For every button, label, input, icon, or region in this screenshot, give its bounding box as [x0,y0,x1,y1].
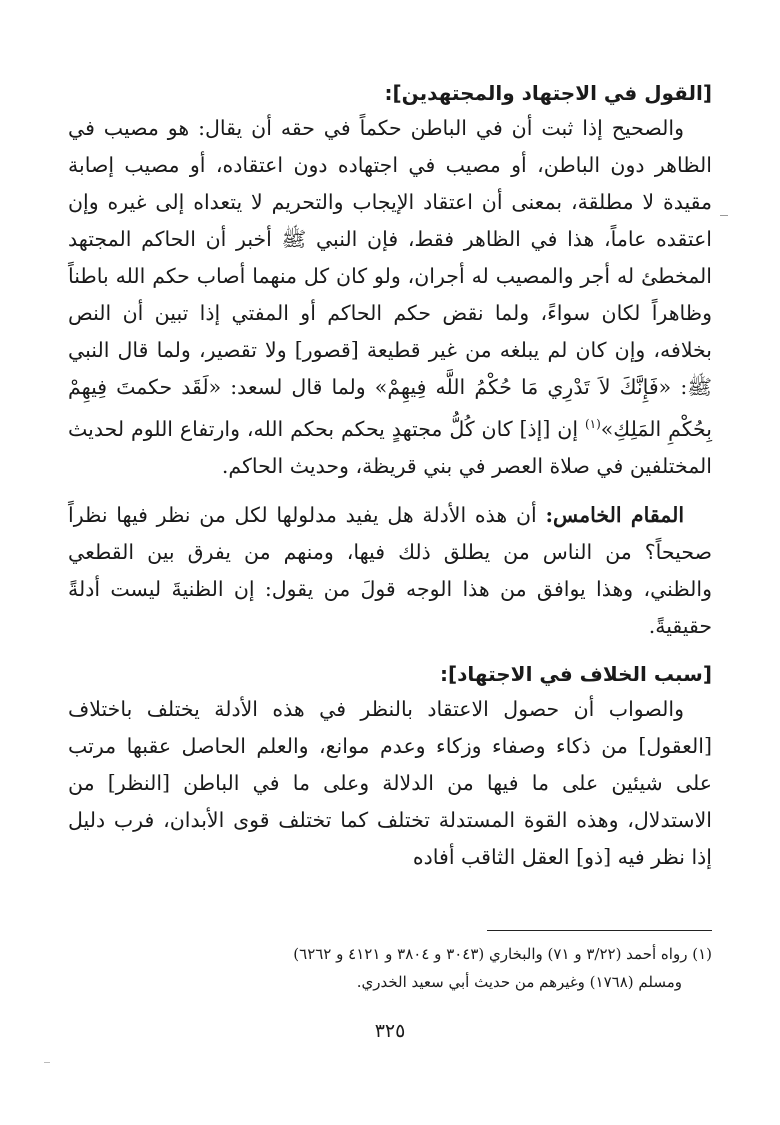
paragraph-1 [68,110,712,485]
paragraph-3: والصواب أن حصول الاعتقاد بالنظر في هذه الأدلة يختلف باختلاف [العقول] من ذكاء وصفاء وزكاء وعدم موانع، والعلم الحاصل عقبها مرتب على شيئين على ما فيها من الدلالة وعلى ما في الباطن [النظر] من الاستدلال، وهذه القوة المستدلة تختلف كما تختلف قوى الأبدان، فرب دليل إذا نظر فيه [ذو] العقل الثاقب أفاده [68,696,712,869]
footnote-1-line-1: (١) رواه أحمد (٣/٢٢ و ٧١) والبخاري (٣٠٤٣ و ٣٨٠٤ و ٤١٢١ و ٦٢٦٢) [293,945,712,963]
page-number: ٣٢٥ [374,1020,406,1042]
footnote-1-line-2: ومسلم (١٧٦٨) وغيرهم من حديث أبي سعيد الخدري. [356,973,682,991]
paragraph-2-lead: المقام الخامس: [545,502,685,527]
footnote-ref-1: (١) [584,417,601,431]
margin-mark [720,215,728,216]
margin-mark-bottom [44,1062,50,1063]
footnote-separator [487,930,712,931]
paragraph-2-body: أن هذه الأدلة هل يفيد مدلولها لكل من نظر فيها نظراً صحيحاً؟ من الناس من يطلق ذلك فيها، ومنهم من يفرق بين القطعي والظني، وهذا يوافق من هذا الوجه قولَ من يقول: إن الظنيةَ ليست أدلةً حقيقيةً. [68,502,712,638]
main-text [68,76,712,876]
section-heading-cause-of-disagreement: [سبب الخلاف في الاجتهاد]: [439,661,712,686]
paragraph-1-body: والصحيح إذا ثبت أن في الباطن حكماً في حقه أن يقال: هو مصيب في الظاهر دون الباطن، أو مصيب في اجتهاده دون اعتقاده، أو مصيب إصابة مقيدة لا مطلقة، بمعنى أن اعتقاد الإيجاب والتحريم لا يتعداه إلى غيره وإن اعتقده عاماً، هذا في الظاهر فقط، فإن النبي ﷺ أخبر أن الحاكم المجتهد المخطئ له أجر والمصيب له أجران، ولو كان كل منهما أصاب حكم الله باطناً وظاهراً لكان سواءً، ولما نقض حكم الحاكم أو المفتي إذا تبين أن النص بخلافه، وإن كان لم يبلغه من غير قطيعة [قصور] ولا تقصير، ولما قال النبي ﷺ: «فَإِنَّكَ لاَ تَدْرِي مَا حُكْمُ اللَّه فِيهِمْ» ولما قال لسعد: «لَقَد حكمتَ فِيهِمْ بِحُكْمِ المَلِكِ» [68,116,712,441]
footnotes [68,940,712,996]
paragraph-1-tail: إن [إذ] كان كُلُّ مجتهدٍ يحكم بحكم الله، وارتفاع اللوم لحديث المختلفين في صلاة العصر في بني قريظة، وحديث الحاكم. [68,416,712,478]
section-heading-ijtihad: [القول في الاجتهاد والمجتهدين]: [384,81,712,105]
paragraph-2 [68,497,712,645]
